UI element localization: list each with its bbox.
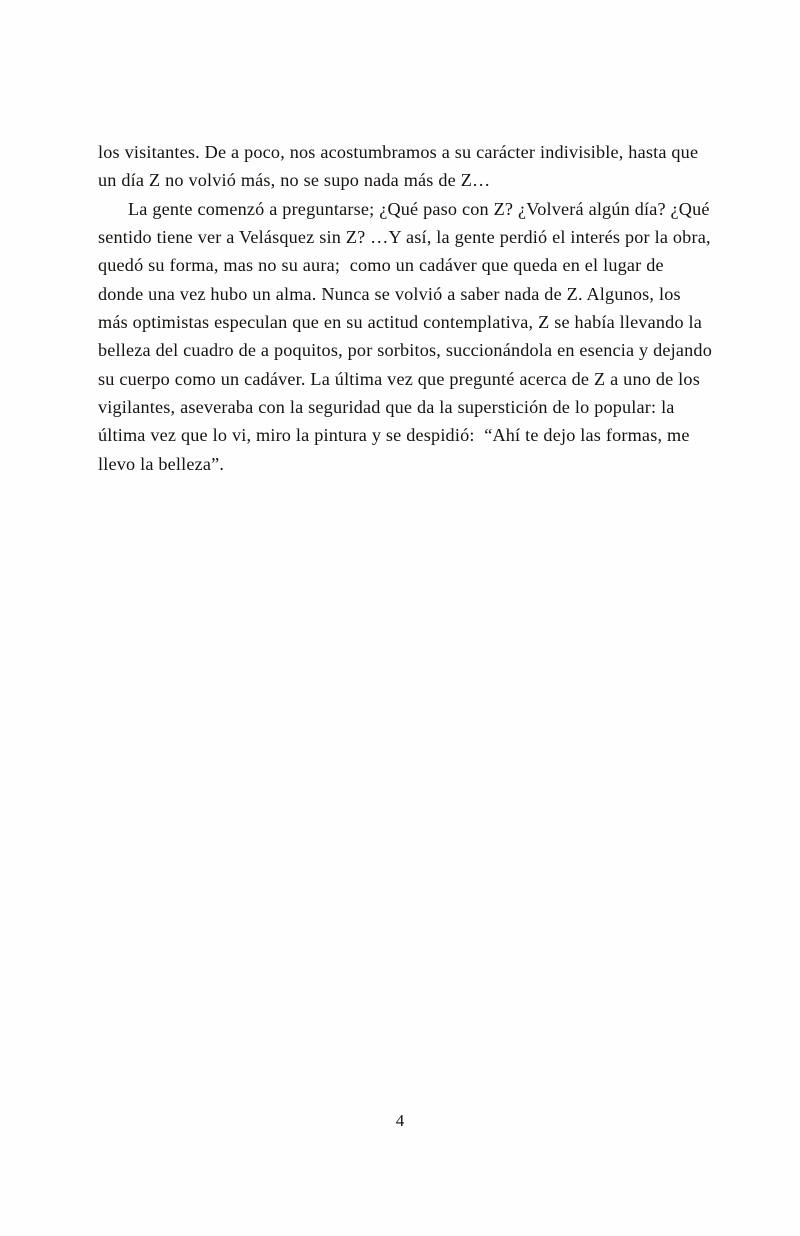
page-number: 4 [395,1111,405,1130]
page-text-block [98,138,717,478]
paragraph-continuation: los visitantes. De a poco, nos acostumbramos a su carácter indivisible, hasta que un día Z no volvió más, no se supo nada más de Z… [98,142,704,191]
paragraph-body: La gente comenzó a preguntarse; ¿Qué paso con Z? ¿Volverá algún día? ¿Qué sentido tiene ver a Velásquez sin Z? …Y así, la gente perdió el interés por la obra, quedó su forma, mas no su aura; como un cadáver que queda en el lugar de donde una vez hubo un alma. Nunca se volvió a saber nada de Z. Algunos, los más optimistas especulan que en su actitud contemplativa, Z se había llevando la belleza del cuadro de a poquitos, por sorbitos, succionándola en esencia y dejando su cuerpo como un cadáver. La última vez que pregunté acerca de Z a uno de los vigilantes, aseveraba con la seguridad que da la superstición de lo popular: la última vez que lo vi, miro la pintura y se despidió: “Ahí te dejo las formas, me llevo la belleza”. [98,198,717,474]
